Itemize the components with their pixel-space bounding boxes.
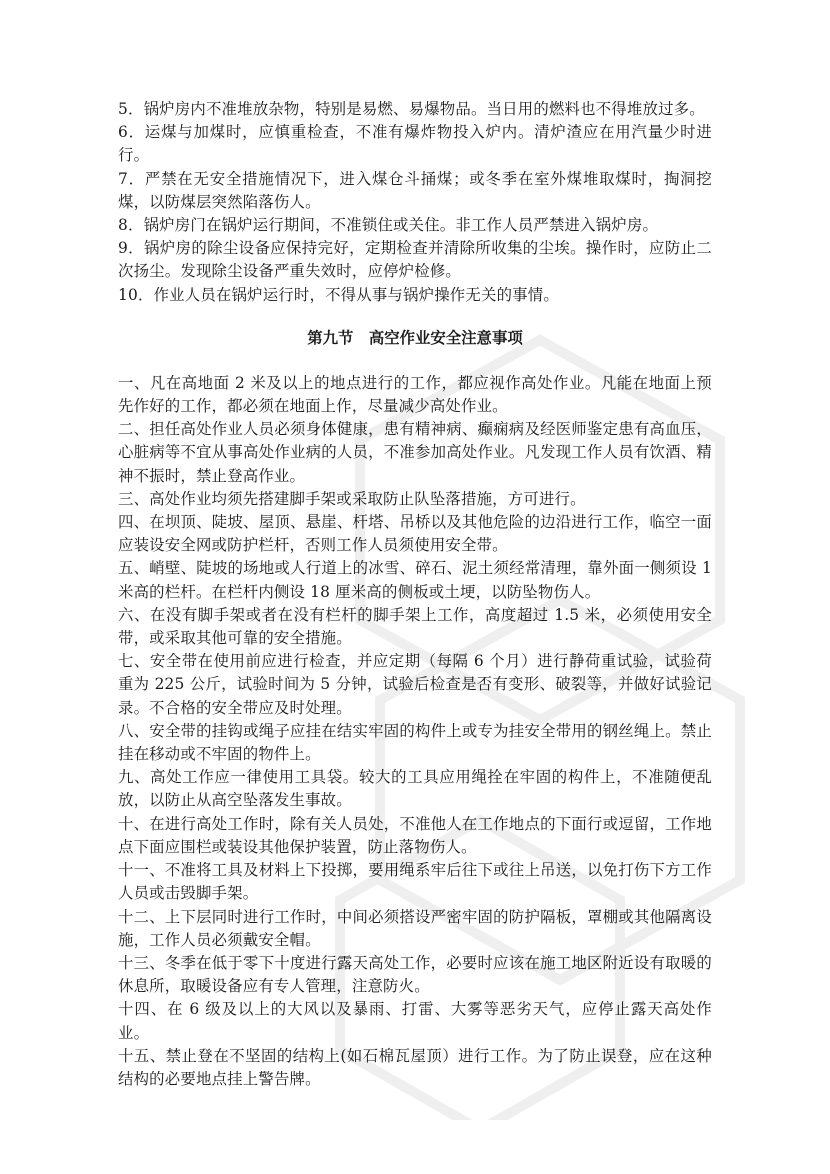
boiler-item-9: 9．锅炉房的除尘设备应保持完好，定期检查并清除所收集的尘埃。操作时，应防止二次扬尘。发现除尘设备严重失效时，应停炉检修。 [118, 239, 712, 281]
height-work-item-8: 八、安全带的挂钩或绳子应挂在结实牢固的构件上或专为挂安全带用的钢丝绳上。禁止挂在移动或不牢固的物件上。 [118, 721, 712, 764]
height-work-item-1: 一、凡在高地面 2 米及以上的地点进行的工作，都应视作高处作业。凡能在地面上预先作好的工作，都必须在地面上作，尽量减少高处作业。 [118, 373, 712, 416]
height-work-item-7: 七、安全带在使用前应进行检查，并应定期（每隔 6 个月）进行静荷重试验，试验荷重为 225 公斤，试验时间为 5 分钟，试验后检查是否有变形、破裂等，并做好试验记录。不合格的安全带应及时处理。 [118, 652, 712, 717]
boiler-item-8: 8．锅炉房门在锅炉运行期间，不准锁住或关住。非工作人员严禁进入锅炉房。 [118, 216, 659, 235]
boiler-item-6: 6．运煤与加煤时，应慎重检查，不准有爆炸物投入炉内。清炉渣应在用汽量少时进行。 [118, 123, 712, 165]
height-work-item-14: 十四、在 6 级及以上的大风以及暴雨、打雷、大雾等恶劣天气，应停止露天高处作业。 [118, 1000, 712, 1042]
height-work-item-11: 十一、不准将工具及材料上下投掷，要用绳系牢后往下或往上吊送，以免打伤下方工作人员或击毁脚手架。 [118, 861, 712, 903]
height-work-item-12: 十二、上下层同时进行工作时，中间必须搭设严密牢固的防护隔板，罩棚或其他隔离设施，工作人员必须戴安全帽。 [118, 907, 712, 949]
height-work-item-4: 四、在坝顶、陡坡、屋顶、悬崖、杆塔、吊桥以及其他危险的边沿进行工作，临空一面应装设安全网或防护栏杆，否则工作人员须使用安全带。 [118, 513, 712, 555]
height-work-item-10: 十、在进行高处工作时，除有关人员处，不准他人在工作地点的下面行或逗留，工作地点下面应围栏或装设其他保护装置，防止落物伤人。 [118, 814, 712, 856]
boiler-item-7: 7．严禁在无安全措施情况下，进入煤仓斗捅煤；或冬季在室外煤堆取煤时，掏洞挖煤，以防煤层突然陷落伤人。 [118, 169, 712, 211]
document-page [118, 98, 712, 1091]
height-work-item-13: 十三、冬季在低于零下十度进行露天高处工作，必要时应该在施工地区附近设有取暖的休息所，取暖设备应有专人管理，注意防火。 [118, 953, 712, 996]
height-work-item-6: 六、在没有脚手架或者在没有栏杆的脚手架上工作，高度超过 1.5 米，必须使用安全带，或采取其他可靠的安全措施。 [118, 605, 712, 648]
height-work-item-15: 十五、禁止登在不坚固的结构上(如石棉瓦屋顶）进行工作。为了防止误登，应在这种结构的必要地点挂上警告牌。 [118, 1046, 712, 1088]
section-title: 第九节 高空作业安全注意事项 [307, 328, 523, 347]
height-work-item-2: 二、担任高处作业人员必须身体健康，患有精神病、癫痫病及经医师鉴定患有高血压，心脏病等不宜从事高处作业病的人员，不准参加高处作业。凡发现工作人员有饮酒、精神不振时，禁止登高作业。 [118, 420, 712, 485]
height-work-item-9: 九、高处工作应一律使用工具袋。较大的工具应用绳拴在牢固的构件上，不准随便乱放，以防止从高空坠落发生事故。 [118, 768, 712, 810]
boiler-item-10: 10．作业人员在锅炉运行时，不得从事与锅炉操作无关的事情。 [118, 285, 559, 304]
height-work-item-3: 三、高处作业均须先搭建脚手架或采取防止队坠落措施，方可进行。 [118, 489, 586, 508]
boiler-item-5: 5．锅炉房内不准堆放杂物，特别是易燃、易爆物品。当日用的燃料也不得堆放过多。 [118, 100, 705, 118]
height-work-item-5: 五、峭壁、陡坡的场地或人行道上的冰雪、碎石、泥土须经常清理，靠外面一侧须设 1 米高的栏杆。在栏杆内侧设 18 厘米高的侧板或土埂，以防坠物伤人。 [118, 559, 712, 601]
